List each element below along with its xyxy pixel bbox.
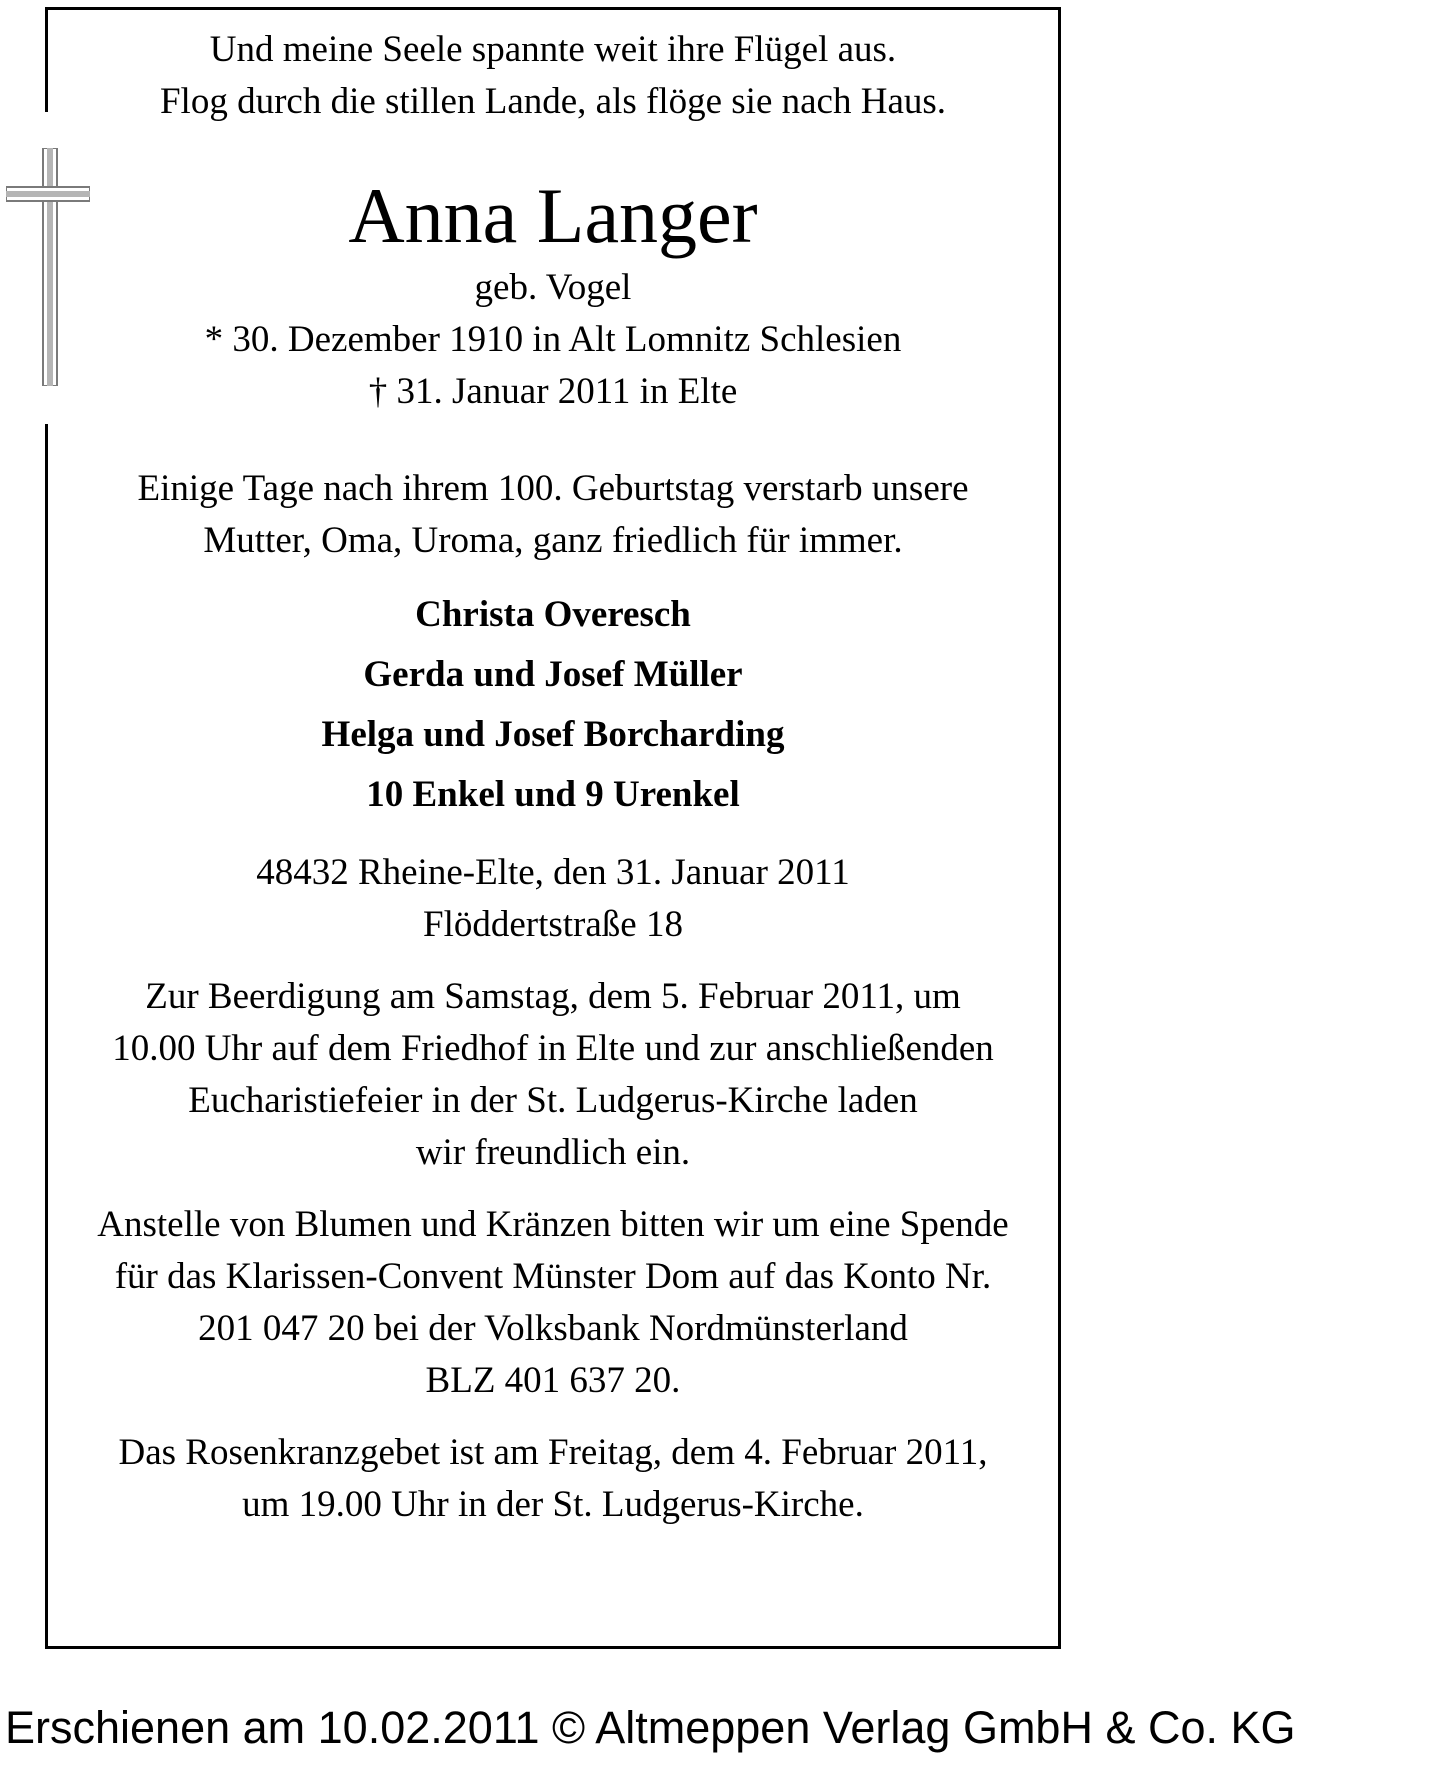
death-date: † 31. Januar 2011 in Elte	[368, 371, 738, 412]
donation-line: 201 047 20 bei der Volksbank Nordmünsterland	[198, 1308, 908, 1349]
mourner: Gerda und Josef Müller	[363, 654, 743, 695]
announcement-line: Mutter, Oma, Uroma, ganz friedlich für immer.	[203, 520, 903, 561]
mourner: 10 Enkel und 9 Urenkel	[366, 774, 740, 815]
motto-line: Flog durch die stillen Lande, als flöge sie nach Haus.	[159, 81, 947, 122]
donation-line: BLZ 401 637 20.	[425, 1360, 681, 1401]
mourners	[48, 585, 1058, 825]
address	[48, 847, 1058, 951]
announcement-line: Einige Tage nach ihrem 100. Geburtstag verstarb unsere	[137, 468, 969, 509]
announcement	[48, 463, 1058, 567]
publication-footer: Erschienen am 10.02.2011 © Altmeppen Verlag GmbH & Co. KG	[5, 1702, 1296, 1753]
funeral-info	[48, 971, 1058, 1179]
funeral-line: Zur Beerdigung am Samstag, dem 5. Februar 2011, um	[145, 976, 961, 1017]
donation-line: Anstelle von Blumen und Kränzen bitten wir um eine Spende	[97, 1204, 1009, 1245]
birth-date: * 30. Dezember 1910 in Alt Lomnitz Schlesien	[204, 319, 902, 360]
mourner: Christa Overesch	[415, 594, 691, 635]
funeral-line: Eucharistiefeier in der St. Ludgerus-Kirche laden	[188, 1080, 918, 1121]
funeral-line: wir freundlich ein.	[415, 1132, 691, 1173]
obituary-content	[48, 10, 1058, 1531]
funeral-line: 10.00 Uhr auf dem Friedhof in Elte und zur anschließenden	[112, 1028, 994, 1069]
rosary-line: um 19.00 Uhr in der St. Ludgerus-Kirche.	[242, 1484, 864, 1525]
mourner: Helga und Josef Borcharding	[321, 714, 785, 755]
donation-line: für das Klarissen-Convent Münster Dom auf das Konto Nr.	[114, 1256, 992, 1297]
rosary-info	[48, 1427, 1058, 1531]
donation-info	[48, 1199, 1058, 1407]
motto-line: Und meine Seele spannte weit ihre Flügel aus.	[209, 29, 897, 70]
address-line: 48432 Rheine-Elte, den 31. Januar 2011	[256, 852, 850, 893]
maiden-name: geb. Vogel	[474, 267, 632, 308]
motto	[48, 24, 1058, 128]
deceased-name: Anna Langer	[348, 172, 758, 259]
rosary-line: Das Rosenkranzgebet ist am Freitag, dem 4. Februar 2011,	[118, 1432, 988, 1473]
address-line: Flöddertstraße 18	[423, 904, 683, 945]
